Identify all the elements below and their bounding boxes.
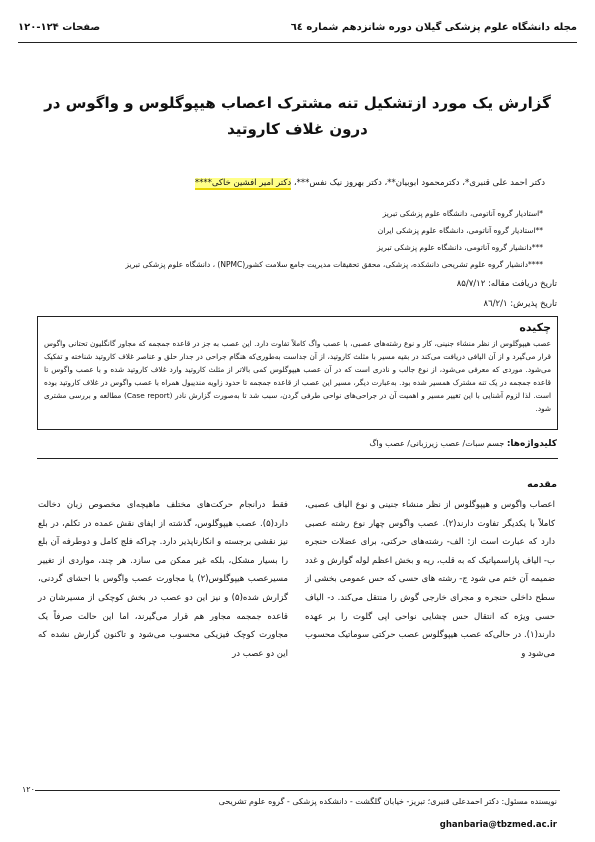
author-1: دکتر احمد علی قنبری* [465, 178, 545, 188]
intro-heading: مقدمه [527, 479, 557, 490]
abstract-text: عصب هیپوگلوس از نظر منشاء جنینی، کار و نوع رشته‌های عصبی، با عصب واگ کاملاً تفاوت دارد. این عصب به جز در قاعده جمجمه که مجاور گانگلیون تحتانی واگوس قرار می‌گیرد و از آن الیافی دریافت می‌کند در بقیه مسیر با مثلث کاروتید، از آن جداست به‌طوری‌که هنگام جراحی در جدار حلق و عناصر غلاف کاروتید شناخته و تفکیک می‌شود. موردی که معرفی می‌شود، از نوع جالب و نادری است که در آن عصب هیپوگلوس کمی بالاتر از مثلث کاروتید وارد غلاف کاروتید شده و با عصب واگوس تا قاعده جمجمه در یک تنه مشترک همسیر شده بود. به‌عبارت دیگر، مسیر این عصب از قاعده جمجمه تا حدود زاویه مندیبول همراه با عصب واگوس در غلاف کاروتید بوده است. لذا لزوم آشنایی با این تغییر مسیر و اهمیت آن در جراحی‌های نواحی طرفی گردن، سبب شد تا به‌صورت گزارش نادر (Case report) مطالعه و بررسی مشتری شود. [44, 339, 551, 413]
article-dates [457, 274, 557, 314]
affiliation-4: ****دانشیار گروه علوم تشریحی دانشکده، پزشکی، محقق تحقیقات مدیریت جامع سلامت کشور(NPMC) ، دانشگاه علوم پزشکی تبریز [125, 260, 543, 269]
footer-divider [35, 790, 560, 791]
page-number: ۱۲۰ [22, 785, 35, 794]
keywords-label: کلیدواژه‌ها: [506, 439, 557, 449]
author-3: دکتر بهروز نیک نفس*** [296, 178, 382, 188]
page-range: صفحات ۱۲۴-۱۲۰ [18, 22, 101, 33]
journal-name: مجله دانشگاه علوم پزشکی گیلان دوره شانزدهم شماره ٦٤ [290, 22, 577, 33]
keywords-value: جسم سبات/ عصب زیرزبانی/ عصب واگ [369, 439, 505, 448]
abstract-heading: چکیده [519, 321, 551, 334]
accepted-date: تاریخ پذیرش: ۸٦/۲/۱ [483, 299, 557, 309]
author-2: دکترمحمود ابوبیان** [387, 178, 460, 188]
running-header [18, 22, 577, 38]
author-list: دکتر احمد علی قنبری*، دکترمحمود ابوبیان**، دکتر بهروز نیک نفس***، دکتر امیر افشین خاکی**** [194, 178, 545, 188]
received-date: تاریخ دریافت مقاله: ۸۵/۷/۱۲ [456, 279, 557, 289]
intro-column-left: فقط درانجام حرکت‌های مختلف ماهیچه‌ای مخصوص زبان دخالت دارد(۵). عصب هیپوگلوس، گذشته از ایفای نقش عمده در تکلم، در بلع نیز نقشی برجسته و انکارناپذیر دارد. چراکه فلج کامل و دوطرفه آن بلع را بسیار مشکل، بلکه غیر ممکن می سازد. هر چند، مواردی از تغییر مسیرعصب هیپوگلوس(۲) یا مجاورت عصب واگوس با احشای گردنی، گزارش شده(۵) و نیز این دو عصب در بخش کوچکی از مسیرشان در قاعده جمجمه مجاور هم قرار می‌گیرند، اما این حالت صرفاً یک مجاورت کوچک فیزیکی محسوب می‌شود و تاکنون گزارش نشده که این دو عصب در [38, 500, 288, 659]
intro-column-right: اعصاب واگوس و هیپوگلوس از نظر منشاء جنینی و نوع الیاف عصبی، کاملاً با یکدیگر تفاوت دارند(۲). عصب واگوس چهار نوع رشته عصبی دارد که عبارت است از: الف- رشته‌های حرکتی، برای عضلات حنجره ب- الیاف پاراسمپاتیک که به قلب، ریه و بخش اعظم لوله گوارش و غدد ضمیمه آن ختم می شود ج- رشته های حسی که حس عمومی بخشی از سطح داخلی حنجره و مجرای خارجی گوش را منتقل می‌کند. د- الیاف حسی ویژه که انتقال حس چشایی نواحی اپی گلوت را بر عهده دارند(۱). در حالی‌که عصب هیپوگلوس عصب حرکتی سوماتیک محسوب می‌شود و [305, 500, 555, 659]
affiliation-1: *استادیار گروه آناتومی، دانشگاه علوم پزشکی تبریز [382, 209, 543, 218]
article-title: گزارش یک مورد ازتشکیل تنه مشترک اعصاب هیپوگلوس و واگوس در درون غلاف کاروتید [44, 94, 551, 138]
keywords [38, 439, 557, 449]
affiliation-3: ***دانشیار گروه آناتومی، دانشگاه علوم پزشکی تبریز [377, 243, 543, 252]
affiliation-2: **استادیار گروه آناتومی، دانشگاه علوم پزشکی ایران [377, 226, 543, 235]
affiliations [60, 205, 543, 273]
keywords-divider [37, 458, 558, 459]
header-divider [18, 42, 577, 43]
corresponding-author: نویسنده مسئول: دکتر احمدعلی قنبری؛ تبریز- خیابان گلگشت - دانشکده پزشکی - گروه علوم تشریحی [218, 797, 557, 806]
author-4-highlighted: دکتر امیر افشین خاکی**** [194, 178, 292, 188]
corresponding-email[interactable]: ghanbaria@tbzmed.ac.ir [439, 820, 557, 830]
